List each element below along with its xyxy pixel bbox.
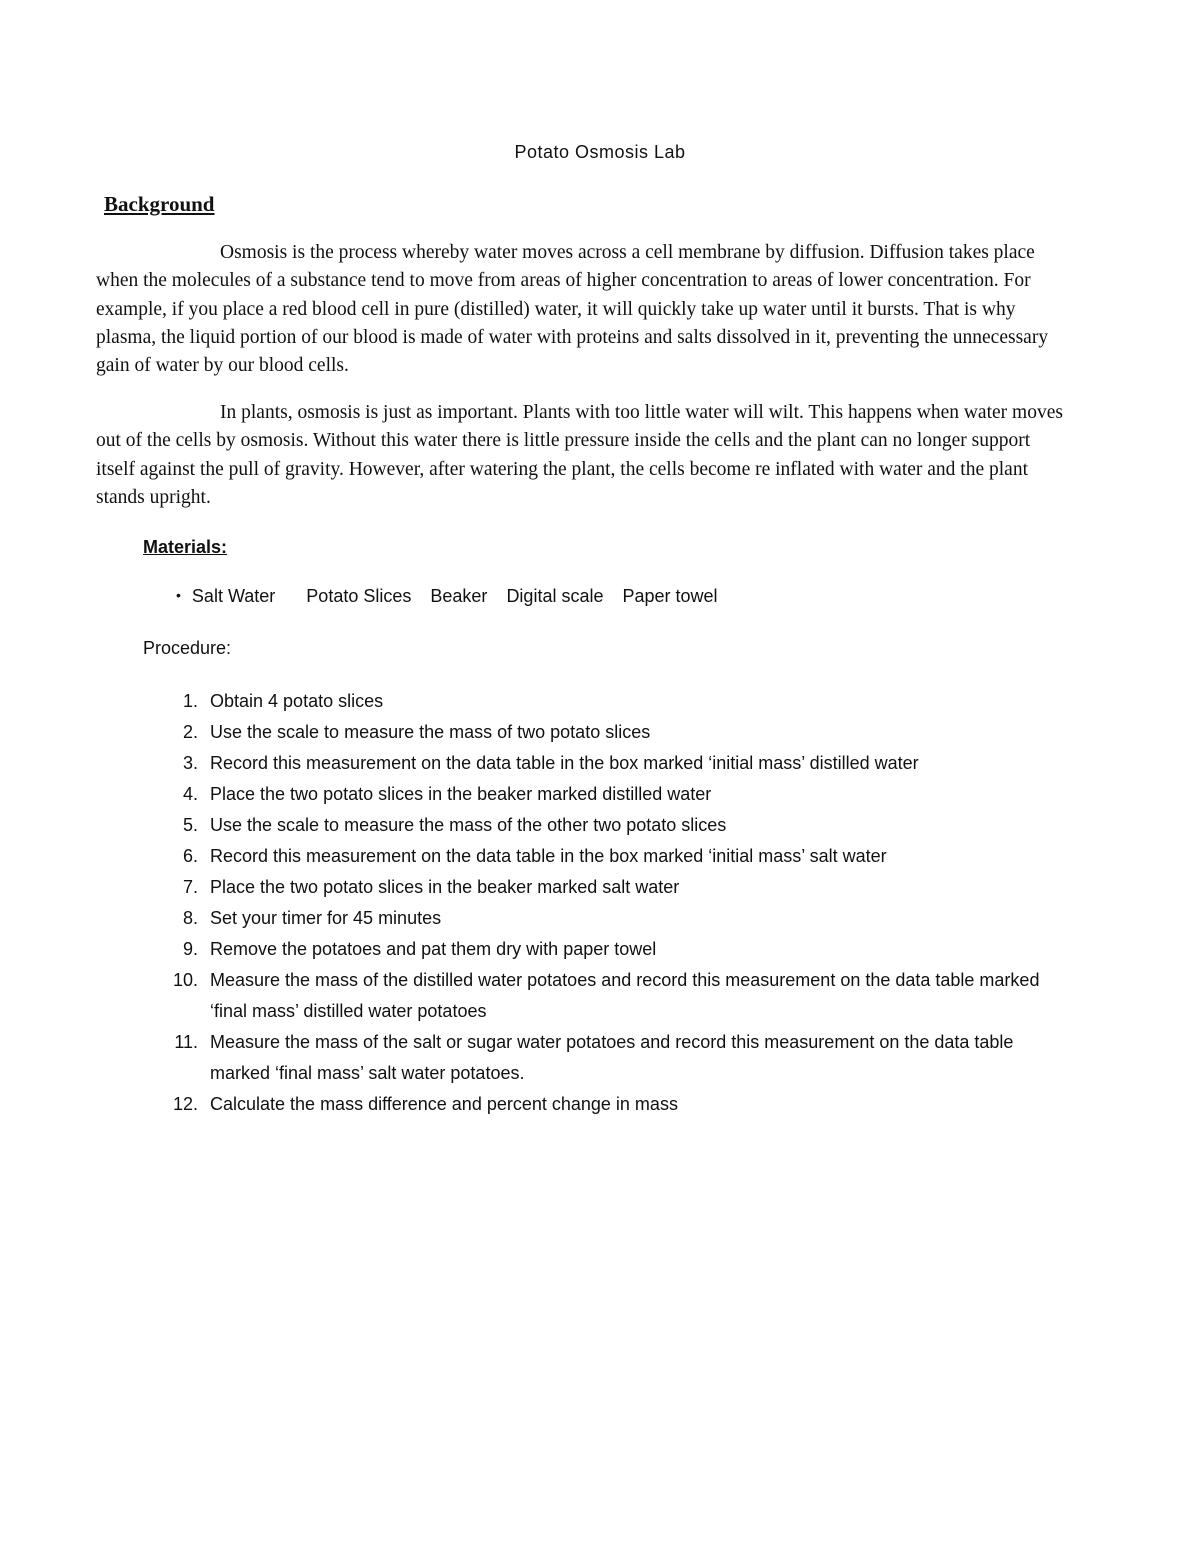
procedure-step <box>150 841 1070 872</box>
step-text: Place the two potato slices in the beaker marked salt water <box>210 877 680 897</box>
procedure-list <box>150 686 1070 1120</box>
procedure-step <box>150 748 1070 779</box>
step-number: 5. <box>182 815 198 835</box>
procedure-step <box>150 934 1070 965</box>
step-number: 2. <box>182 722 198 742</box>
step-text: Measure the mass of the distilled water potatoes and record this measurement on the data table marked ‘final mass’ distilled water potatoes <box>210 970 1040 1021</box>
procedure-heading: Procedure: <box>143 638 232 658</box>
procedure-step <box>150 903 1070 934</box>
step-number: 6. <box>182 846 198 866</box>
step-number: 1. <box>182 691 198 711</box>
material-item: Digital scale <box>506 586 604 606</box>
step-text: Remove the potatoes and pat them dry with paper towel <box>210 939 657 959</box>
step-text: Calculate the mass difference and percent change in mass <box>210 1094 678 1114</box>
procedure-step <box>150 965 1070 1027</box>
procedure-step <box>150 810 1070 841</box>
step-number: 11. <box>174 1032 198 1052</box>
step-text: Measure the mass of the salt or sugar water potatoes and record this measurement on the data table marked ‘final mass’ salt water potatoes. <box>210 1032 1014 1083</box>
step-number: 7. <box>182 877 198 897</box>
step-text: Use the scale to measure the mass of the other two potato slices <box>210 815 727 835</box>
procedure-step <box>150 686 1070 717</box>
procedure-step <box>150 1027 1070 1089</box>
procedure-step <box>150 717 1070 748</box>
materials-heading: Materials: <box>143 537 228 557</box>
material-item: Beaker <box>430 586 488 606</box>
step-text: Obtain 4 potato slices <box>210 691 384 711</box>
bullet-icon: • <box>176 587 181 603</box>
step-number: 3. <box>182 753 198 773</box>
procedure-step <box>150 779 1070 810</box>
step-text: Use the scale to measure the mass of two potato slices <box>210 722 651 742</box>
step-number: 10. <box>172 970 198 990</box>
procedure-step <box>150 872 1070 903</box>
material-item: Salt Water <box>191 586 276 606</box>
background-paragraph-2: In plants, osmosis is just as important. Plants with too little water will wilt. This happens when water moves out of the cells by osmosis. Without this water there is little pressure inside the cells and the plant can no longer support itself against the pull of gravity. However, after watering the plant, the cells become re inflated with water and the plant stands upright. <box>96 402 1063 508</box>
step-number: 8. <box>182 908 198 928</box>
material-item: Potato Slices <box>306 586 412 606</box>
background-heading: Background <box>104 192 215 216</box>
page-title: Potato Osmosis Lab <box>514 142 686 162</box>
step-text: Set your timer for 45 minutes <box>210 908 442 928</box>
procedure-step <box>150 1089 1070 1120</box>
step-text: Place the two potato slices in the beaker marked distilled water <box>210 784 712 804</box>
step-text: Record this measurement on the data table in the box marked ‘initial mass’ distilled water <box>210 753 919 773</box>
step-number: 4. <box>182 784 198 804</box>
step-number: 12. <box>172 1094 198 1114</box>
materials-list <box>176 586 732 607</box>
material-item: Paper towel <box>622 586 718 606</box>
step-text: Record this measurement on the data table in the box marked ‘initial mass’ salt water <box>210 846 887 866</box>
step-number: 9. <box>182 939 198 959</box>
background-paragraph-1: Osmosis is the process whereby water moves across a cell membrane by diffusion. Diffusion takes place when the molecules of a substance tend to move from areas of higher concentration to areas of lower concentration. For example, if you place a red blood cell in pure (distilled) water, it will quickly take up water until it bursts. That is why plasma, the liquid portion of our blood is made of water with proteins and salts dissolved in it, preventing the unnecessary gain of water by our blood cells. <box>96 242 1049 377</box>
